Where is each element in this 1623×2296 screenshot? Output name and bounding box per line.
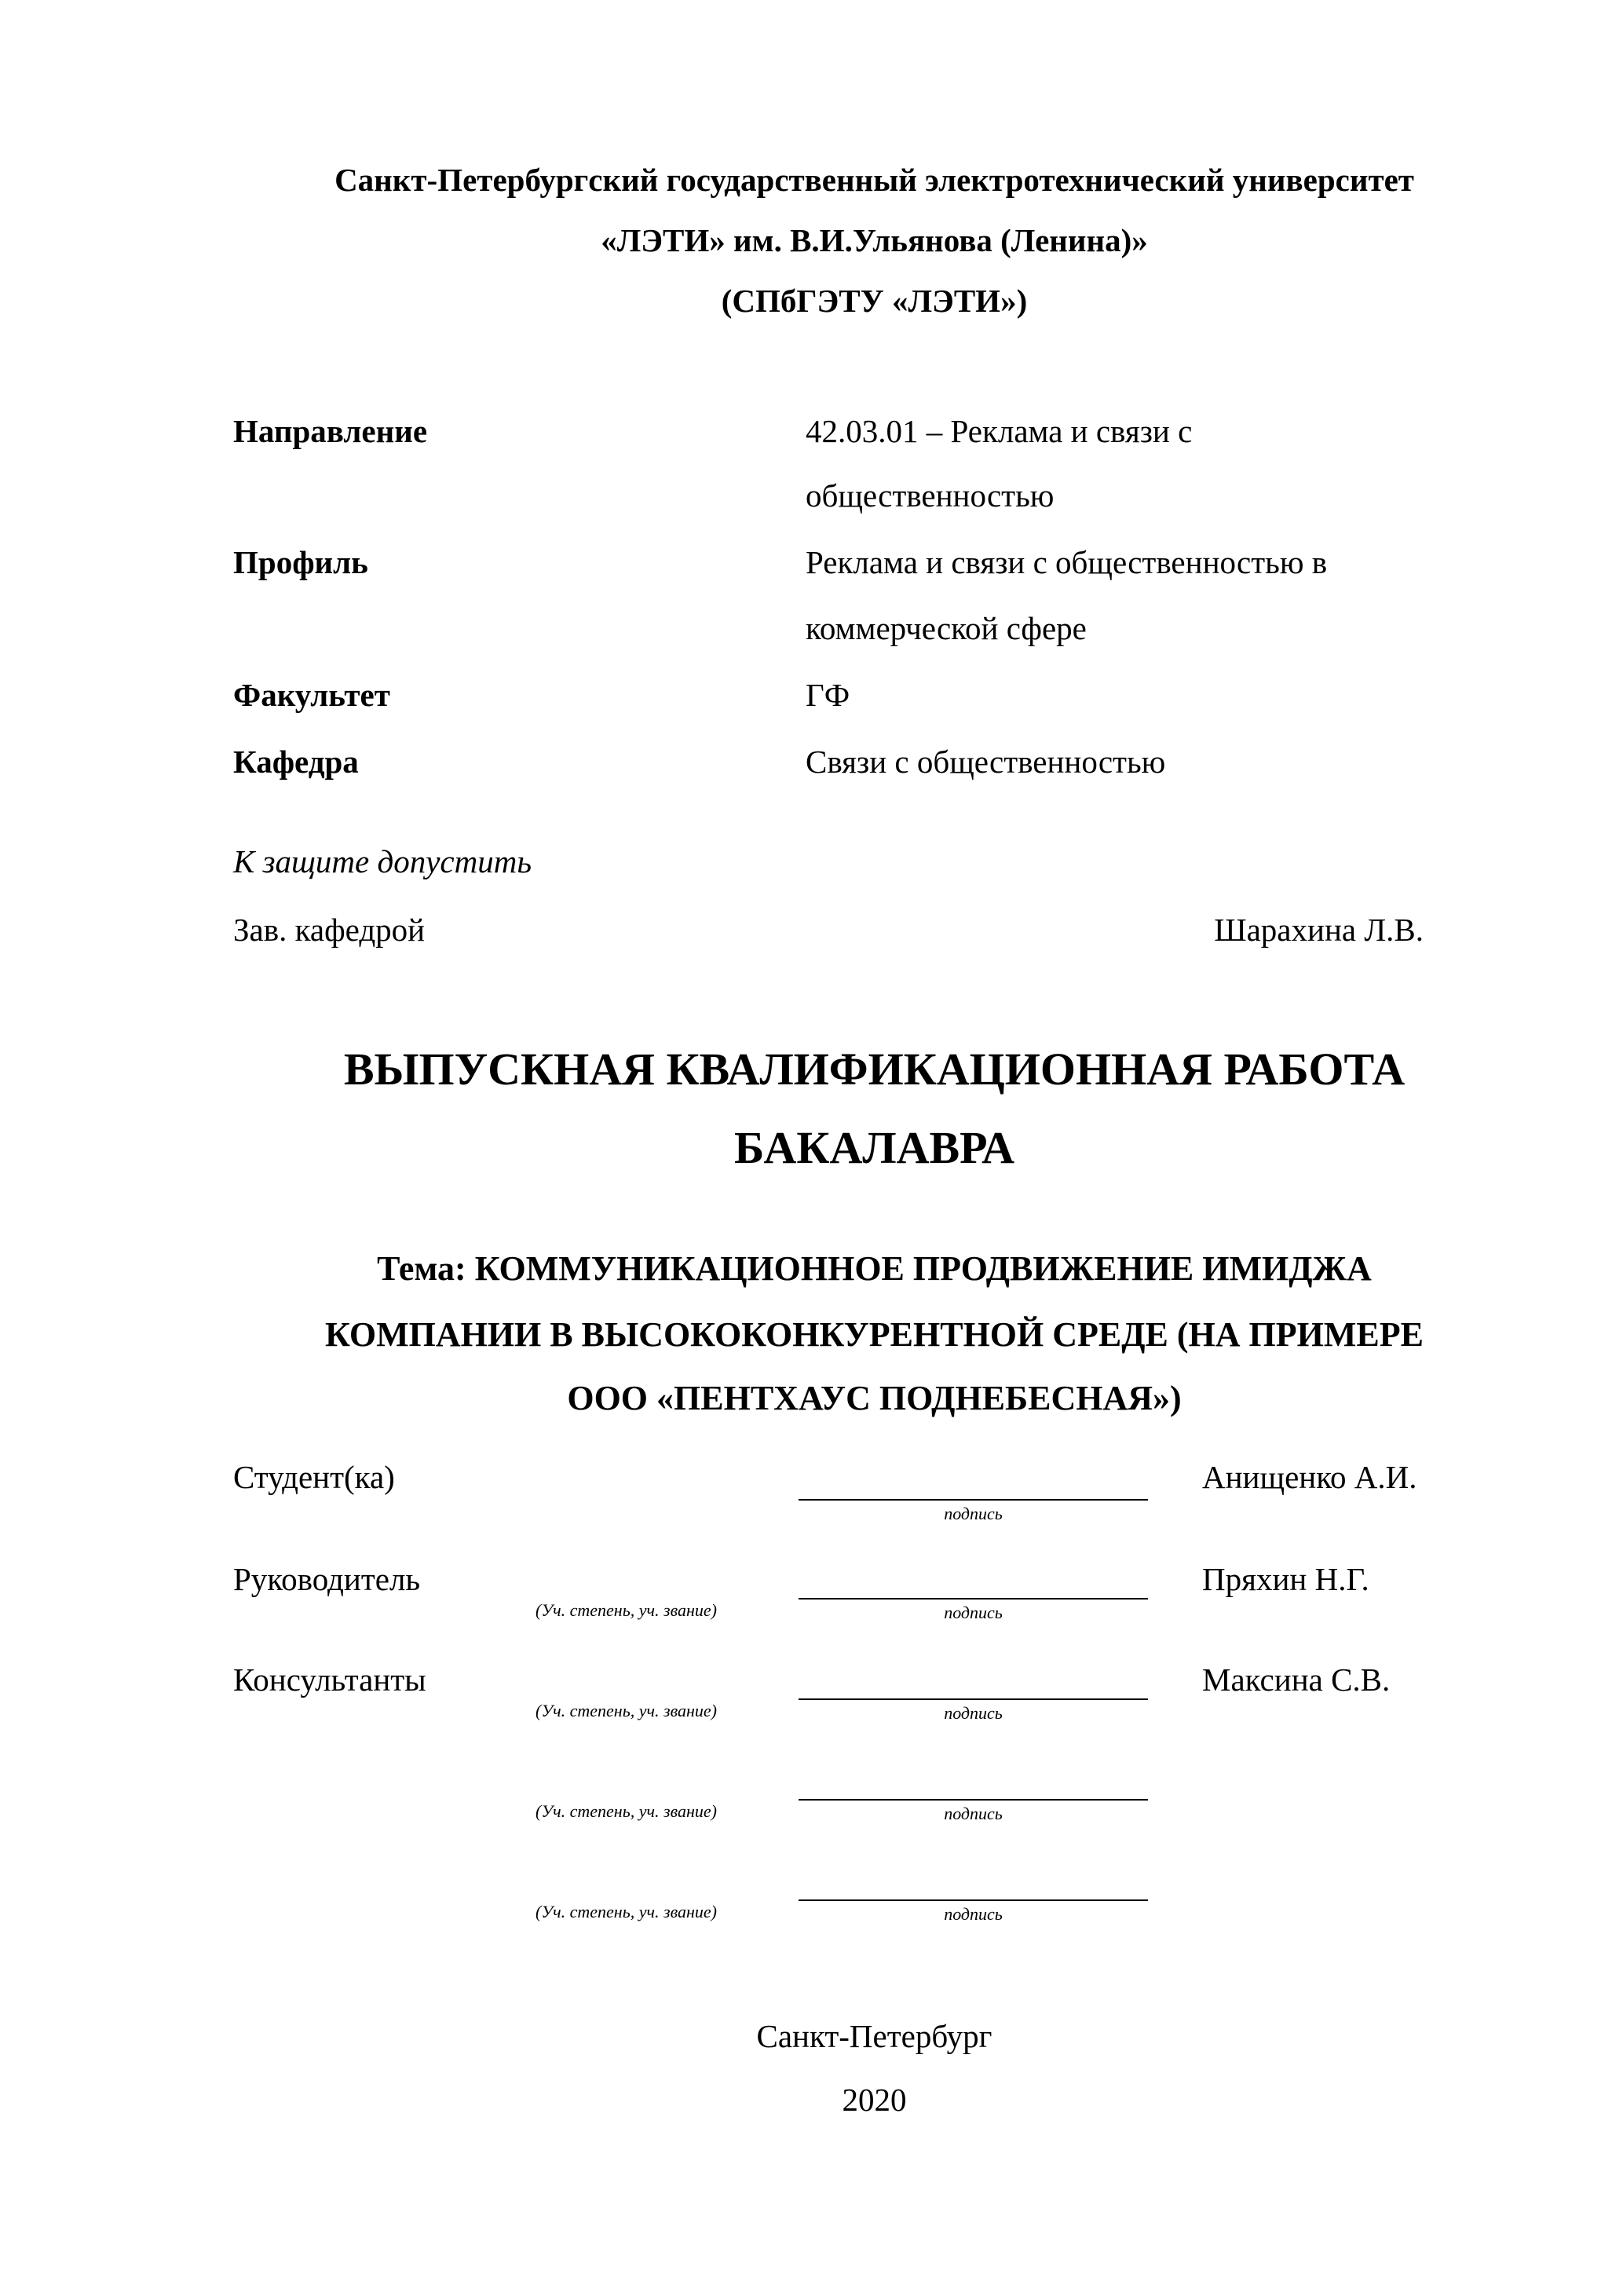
university-name: Санкт-Петербургский государственный электротехнический университет <box>334 162 1414 198</box>
signature-caption: подпись <box>944 1703 1003 1723</box>
faculty-label: Факультет <box>233 677 390 713</box>
student-name: Анищенко А.И. <box>1202 1459 1417 1495</box>
degree-caption: (Уч. степень, уч. звание) <box>536 1801 717 1821</box>
extra-signature-line <box>799 1899 1148 1901</box>
year: 2020 <box>842 2082 907 2118</box>
signature-caption: подпись <box>944 1804 1003 1823</box>
profile-label: Профиль <box>233 544 368 580</box>
admit-to-defense: К защите допустить <box>233 843 532 879</box>
student-label: Студент(ка) <box>233 1459 395 1495</box>
signature-caption: подпись <box>944 1904 1003 1924</box>
degree-caption: (Уч. степень, уч. звание) <box>536 1701 717 1720</box>
consultants-label: Консультанты <box>233 1662 426 1698</box>
head-of-department-name: Шарахина Л.В. <box>1214 912 1424 948</box>
theme-line2: КОМПАНИИ В ВЫСОКОКОНКУРЕНТНОЙ СРЕДЕ (НА ПРИМЕРЕ <box>325 1315 1424 1354</box>
supervisor-label: Руководитель <box>233 1561 421 1597</box>
university-full-name: «ЛЭТИ» им. В.И.Ульянова (Ленина)» <box>601 222 1148 258</box>
direction-value-cont: общественностью <box>806 477 1055 514</box>
city: Санкт-Петербург <box>756 2018 992 2054</box>
signature-caption: подпись <box>944 1603 1003 1622</box>
faculty-value: ГФ <box>806 677 850 713</box>
signature-caption: подпись <box>944 1504 1003 1523</box>
extra-signature-line <box>799 1799 1148 1801</box>
work-title-line1: ВЫПУСКНАЯ КВАЛИФИКАЦИОННАЯ РАБОТА <box>343 1044 1406 1095</box>
profile-value: Реклама и связи с общественностью в <box>806 544 1328 580</box>
degree-caption: (Уч. степень, уч. звание) <box>536 1902 717 1921</box>
department-value: Связи с общественностью <box>806 744 1166 780</box>
degree-caption: (Уч. степень, уч. звание) <box>536 1600 717 1620</box>
student-signature-line <box>799 1499 1148 1501</box>
department-label: Кафедра <box>233 744 359 780</box>
consultant-name: Максина С.В. <box>1202 1662 1391 1698</box>
theme-line3: ООО «ПЕНТХАУС ПОДНЕБЕСНАЯ») <box>567 1379 1182 1417</box>
supervisor-name: Пряхин Н.Г. <box>1202 1561 1369 1597</box>
theme-line1: Тема: КОММУНИКАЦИОННОЕ ПРОДВИЖЕНИЕ ИМИДЖА <box>377 1249 1372 1288</box>
work-title-line2: БАКАЛАВРА <box>733 1122 1015 1173</box>
profile-value-cont: коммерческой сфере <box>806 610 1087 646</box>
university-abbreviation: (СПбГЭТУ «ЛЭТИ») <box>721 283 1028 319</box>
supervisor-signature-line <box>799 1598 1148 1600</box>
head-of-department-label: Зав. кафедрой <box>233 912 426 948</box>
direction-value: 42.03.01 – Реклама и связи с <box>806 413 1193 449</box>
consultant-signature-line <box>799 1698 1148 1700</box>
direction-label: Направление <box>233 413 428 449</box>
